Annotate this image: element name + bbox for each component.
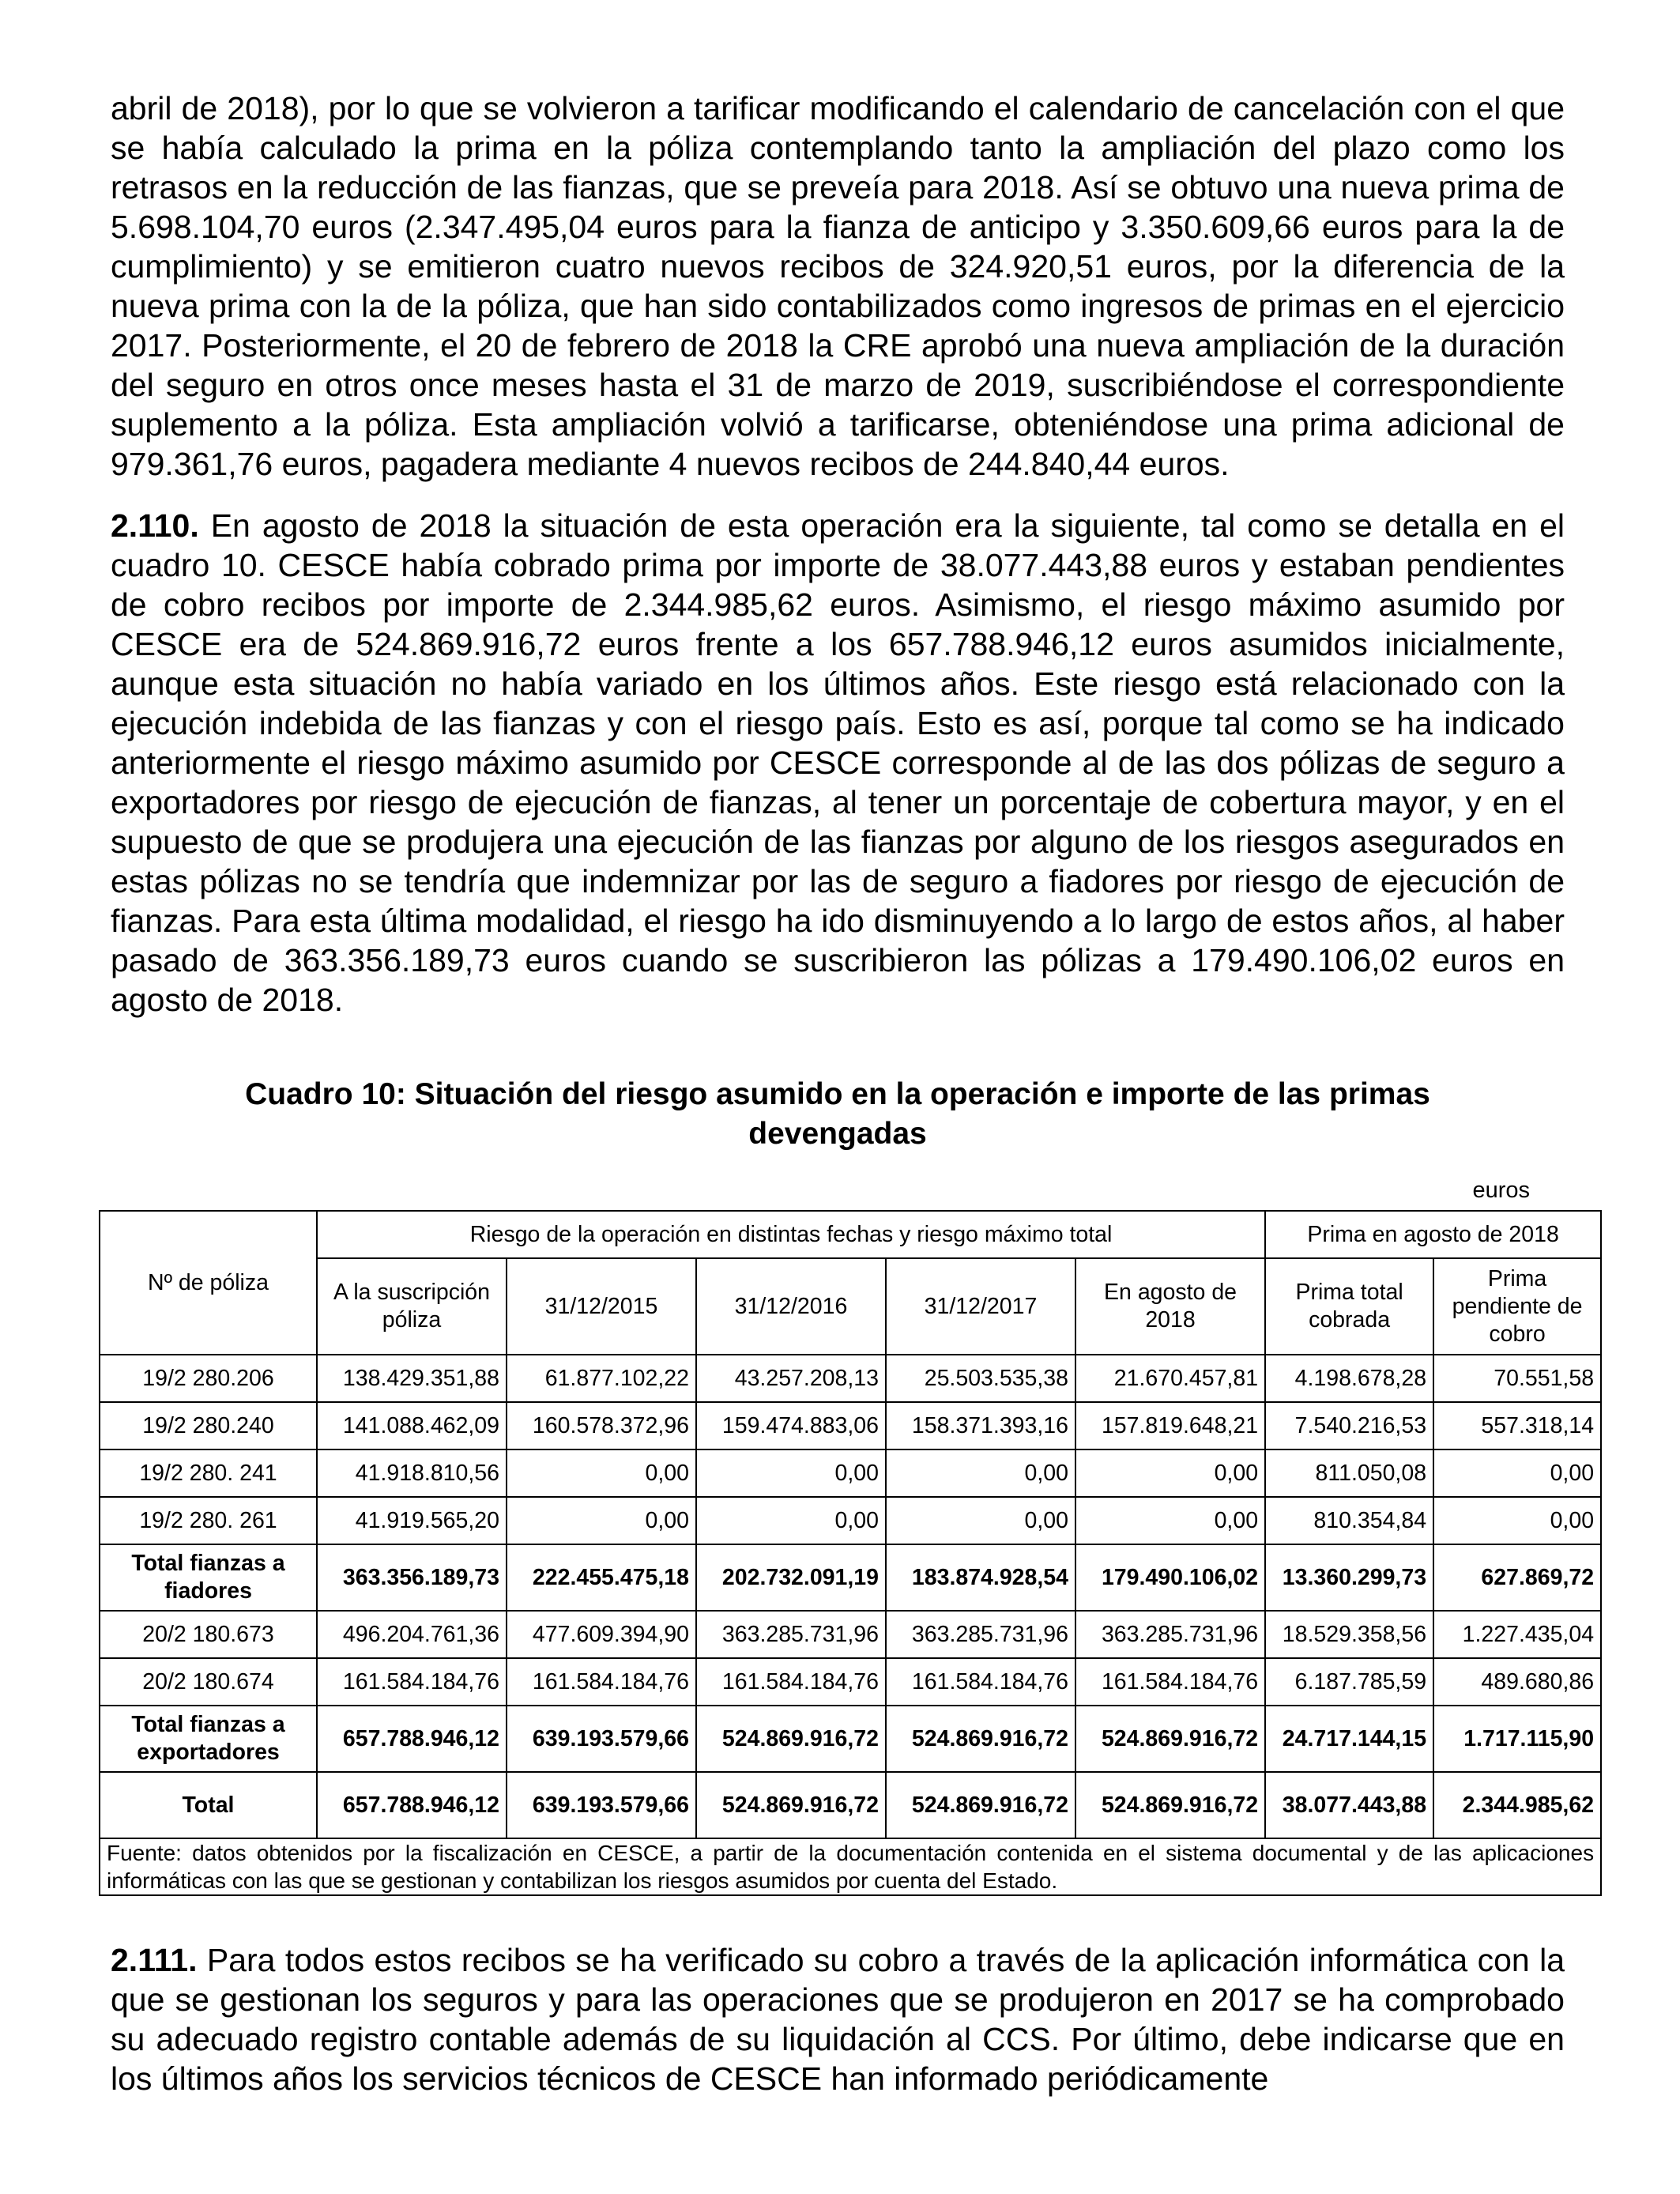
cell: 13.360.299,73 bbox=[1265, 1544, 1433, 1611]
risk-table bbox=[99, 1210, 1602, 1896]
table-source-note: Fuente: datos obtenidos por la fiscalización en CESCE, a partir de la documentación contenida en el sistema documental y de las aplicaciones informáticas con las que se gestionan y contabilizan los riesgos asumidos por cuenta del Estado. bbox=[100, 1838, 1601, 1895]
cell: 41.918.810,56 bbox=[317, 1449, 507, 1497]
header-pendiente: Prima pendiente de cobro bbox=[1433, 1258, 1601, 1355]
cell: 24.717.144,15 bbox=[1265, 1706, 1433, 1772]
cell: 6.187.785,59 bbox=[1265, 1658, 1433, 1706]
header-2016: 31/12/2016 bbox=[696, 1258, 886, 1355]
cell-poliza: Total fianzas a fiadores bbox=[100, 1544, 317, 1611]
cell: 160.578.372,96 bbox=[507, 1402, 696, 1449]
cell: 161.584.184,76 bbox=[507, 1658, 696, 1706]
table-unit: euros bbox=[1472, 1178, 1530, 1203]
table-row bbox=[100, 1611, 1601, 1658]
cell: 202.732.091,19 bbox=[696, 1544, 886, 1611]
cell: 7.540.216,53 bbox=[1265, 1402, 1433, 1449]
cell: 0,00 bbox=[1075, 1449, 1265, 1497]
cell: 496.204.761,36 bbox=[317, 1611, 507, 1658]
cell: 0,00 bbox=[1433, 1497, 1601, 1544]
header-group-risk: Riesgo de la operación en distintas fechas y riesgo máximo total bbox=[317, 1211, 1265, 1258]
cell: 363.356.189,73 bbox=[317, 1544, 507, 1611]
cell: 161.584.184,76 bbox=[696, 1658, 886, 1706]
table-row-total-fiadores bbox=[100, 1544, 1601, 1611]
header-poliza: Nº de póliza bbox=[100, 1211, 317, 1355]
cell: 363.285.731,96 bbox=[696, 1611, 886, 1658]
cell: 157.819.648,21 bbox=[1075, 1402, 1265, 1449]
cell: 0,00 bbox=[1075, 1497, 1265, 1544]
cell: 489.680,86 bbox=[1433, 1658, 1601, 1706]
header-agosto: En agosto de 2018 bbox=[1075, 1258, 1265, 1355]
paragraph-number: 2.110. bbox=[111, 507, 199, 544]
cell: 477.609.394,90 bbox=[507, 1611, 696, 1658]
cell: 25.503.535,38 bbox=[886, 1355, 1075, 1402]
paragraph-text: Para todos estos recibos se ha verificado su cobro a través de la aplicación informática con la que se gestionan los seguros y para las operaciones que se produjeron en 2017 se ha comprobado su adecuado registro contable además de su liquidación al CCS. Por último, debe indicarse que en los últimos años los servicios técnicos de CESCE han informado periódicamente bbox=[111, 1942, 1565, 2097]
table-header-row-2 bbox=[100, 1258, 1601, 1355]
cell: 0,00 bbox=[507, 1449, 696, 1497]
cell: 2.344.985,62 bbox=[1433, 1772, 1601, 1838]
header-2017: 31/12/2017 bbox=[886, 1258, 1075, 1355]
cell: 4.198.678,28 bbox=[1265, 1355, 1433, 1402]
cell: 524.869.916,72 bbox=[886, 1706, 1075, 1772]
cell: 639.193.579,66 bbox=[507, 1706, 696, 1772]
table-row bbox=[100, 1402, 1601, 1449]
paragraph-number: 2.111. bbox=[111, 1942, 198, 1978]
cell: 1.717.115,90 bbox=[1433, 1706, 1601, 1772]
header-2015: 31/12/2015 bbox=[507, 1258, 696, 1355]
cell: 0,00 bbox=[1433, 1449, 1601, 1497]
cell: 524.869.916,72 bbox=[886, 1772, 1075, 1838]
cell: 179.490.106,02 bbox=[1075, 1544, 1265, 1611]
table-row bbox=[100, 1355, 1601, 1402]
cell-poliza: 19/2 280. 241 bbox=[100, 1449, 317, 1497]
cell: 0,00 bbox=[507, 1497, 696, 1544]
table-caption: Cuadro 10: Situación del riesgo asumido en la operación e importe de las primas devengadas bbox=[245, 1077, 1430, 1151]
header-cobrada: Prima total cobrada bbox=[1265, 1258, 1433, 1355]
cell: 161.584.184,76 bbox=[317, 1658, 507, 1706]
cell: 363.285.731,96 bbox=[1075, 1611, 1265, 1658]
cell: 657.788.946,12 bbox=[317, 1772, 507, 1838]
cell: 222.455.475,18 bbox=[507, 1544, 696, 1611]
cell: 159.474.883,06 bbox=[696, 1402, 886, 1449]
header-group-prima: Prima en agosto de 2018 bbox=[1265, 1211, 1601, 1258]
header-suscripcion: A la suscripción póliza bbox=[317, 1258, 507, 1355]
table-source-row bbox=[100, 1838, 1601, 1895]
cell: 0,00 bbox=[696, 1449, 886, 1497]
cell: 183.874.928,54 bbox=[886, 1544, 1075, 1611]
cell: 158.371.393,16 bbox=[886, 1402, 1075, 1449]
cell: 141.088.462,09 bbox=[317, 1402, 507, 1449]
cell-poliza: 19/2 280.206 bbox=[100, 1355, 317, 1402]
cell: 41.919.565,20 bbox=[317, 1497, 507, 1544]
cell: 61.877.102,22 bbox=[507, 1355, 696, 1402]
table-row bbox=[100, 1449, 1601, 1497]
cell: 363.285.731,96 bbox=[886, 1611, 1075, 1658]
cell-poliza: 19/2 280. 261 bbox=[100, 1497, 317, 1544]
table-row-total-exportadores bbox=[100, 1706, 1601, 1772]
table-row bbox=[100, 1658, 1601, 1706]
cell: 18.529.358,56 bbox=[1265, 1611, 1433, 1658]
cell: 524.869.916,72 bbox=[696, 1706, 886, 1772]
cell: 639.193.579,66 bbox=[507, 1772, 696, 1838]
cell-poliza: 20/2 180.673 bbox=[100, 1611, 317, 1658]
cell: 161.584.184,76 bbox=[886, 1658, 1075, 1706]
cell: 810.354,84 bbox=[1265, 1497, 1433, 1544]
cell: 524.869.916,72 bbox=[1075, 1772, 1265, 1838]
cell: 657.788.946,12 bbox=[317, 1706, 507, 1772]
cell: 21.670.457,81 bbox=[1075, 1355, 1265, 1402]
cell: 0,00 bbox=[886, 1497, 1075, 1544]
cell: 161.584.184,76 bbox=[1075, 1658, 1265, 1706]
cell: 0,00 bbox=[696, 1497, 886, 1544]
cell-poliza: 19/2 280.240 bbox=[100, 1402, 317, 1449]
paragraph-2-110 bbox=[111, 506, 1565, 1020]
cell-poliza: Total fianzas a exportadores bbox=[100, 1706, 317, 1772]
cell: 524.869.916,72 bbox=[1075, 1706, 1265, 1772]
table-header-row-1 bbox=[100, 1211, 1601, 1258]
cell: 0,00 bbox=[886, 1449, 1075, 1497]
document-page bbox=[107, 89, 1595, 2098]
cell: 1.227.435,04 bbox=[1433, 1611, 1601, 1658]
paragraph-2-111 bbox=[111, 1940, 1565, 2098]
table-row bbox=[100, 1497, 1601, 1544]
cell: 38.077.443,88 bbox=[1265, 1772, 1433, 1838]
cell: 627.869,72 bbox=[1433, 1544, 1601, 1611]
table-row-total bbox=[100, 1772, 1601, 1838]
cell: 557.318,14 bbox=[1433, 1402, 1601, 1449]
cell: 138.429.351,88 bbox=[317, 1355, 507, 1402]
cell-poliza: Total bbox=[100, 1772, 317, 1838]
cell-poliza: 20/2 180.674 bbox=[100, 1658, 317, 1706]
paragraph-text: En agosto de 2018 la situación de esta operación era la siguiente, tal como se detalla en el cuadro 10. CESCE había cobrado prima por importe de 38.077.443,88 euros y estaban pendientes de cobro recibos por importe de 2.344.985,62 euros. Asimismo, el riesgo máximo asumido por CESCE era de 524.869.916,72 euros frente a los 657.788.946,12 euros asumidos inicialmente, aunque esta situación no había variado en los últimos años. Este riesgo está relacionado con la ejecución indebida de las fianzas y con el riesgo país. Esto es así, porque tal como se ha indicado anteriormente el riesgo máximo asumido por CESCE corresponde al de las dos pólizas de seguro a exportadores por riesgo de ejecución de fianzas, al tener un porcentaje de cobertura mayor, y en el supuesto de que se produjera una ejecución de las fianzas por alguno de los riesgos asegurados en estas pólizas no se tendría que indemnizar por las de seguro a fiadores por riesgo de ejecución de fianzas. Para esta última modalidad, el riesgo ha ido disminuyendo a lo largo de estos años, al haber pasado de 363.356.189,73 euros cuando se suscribieron las pólizas a 179.490.106,02 euros en agosto de 2018. bbox=[111, 507, 1565, 1018]
paragraph-continuation: abril de 2018), por lo que se volvieron a tarificar modificando el calendario de cancelación con el que se había calculado la prima en la póliza contemplando tanto la ampliación del plazo como los retrasos en la reducción de las fianzas, que se preveía para 2018. Así se obtuvo una nueva prima de 5.698.104,70 euros (2.347.495,04 euros para la fianza de anticipo y 3.350.609,66 euros para la de cumplimiento) y se emitieron cuatro nuevos recibos de 324.920,51 euros, por la diferencia de la nueva prima con la de la póliza, que han sido contabilizados como ingresos de primas en el ejercicio 2017. Posteriormente, el 20 de febrero de 2018 la CRE aprobó una nueva ampliación de la duración del seguro en otros once meses hasta el 31 de marzo de 2019, suscribiéndose el correspondiente suplemento a la póliza. Esta ampliación volvió a tarificarse, obteniéndose una prima adicional de 979.361,76 euros, pagadera mediante 4 nuevos recibos de 244.840,44 euros. bbox=[111, 90, 1565, 482]
cell: 70.551,58 bbox=[1433, 1355, 1601, 1402]
cell: 811.050,08 bbox=[1265, 1449, 1433, 1497]
cell: 524.869.916,72 bbox=[696, 1772, 886, 1838]
cell: 43.257.208,13 bbox=[696, 1355, 886, 1402]
